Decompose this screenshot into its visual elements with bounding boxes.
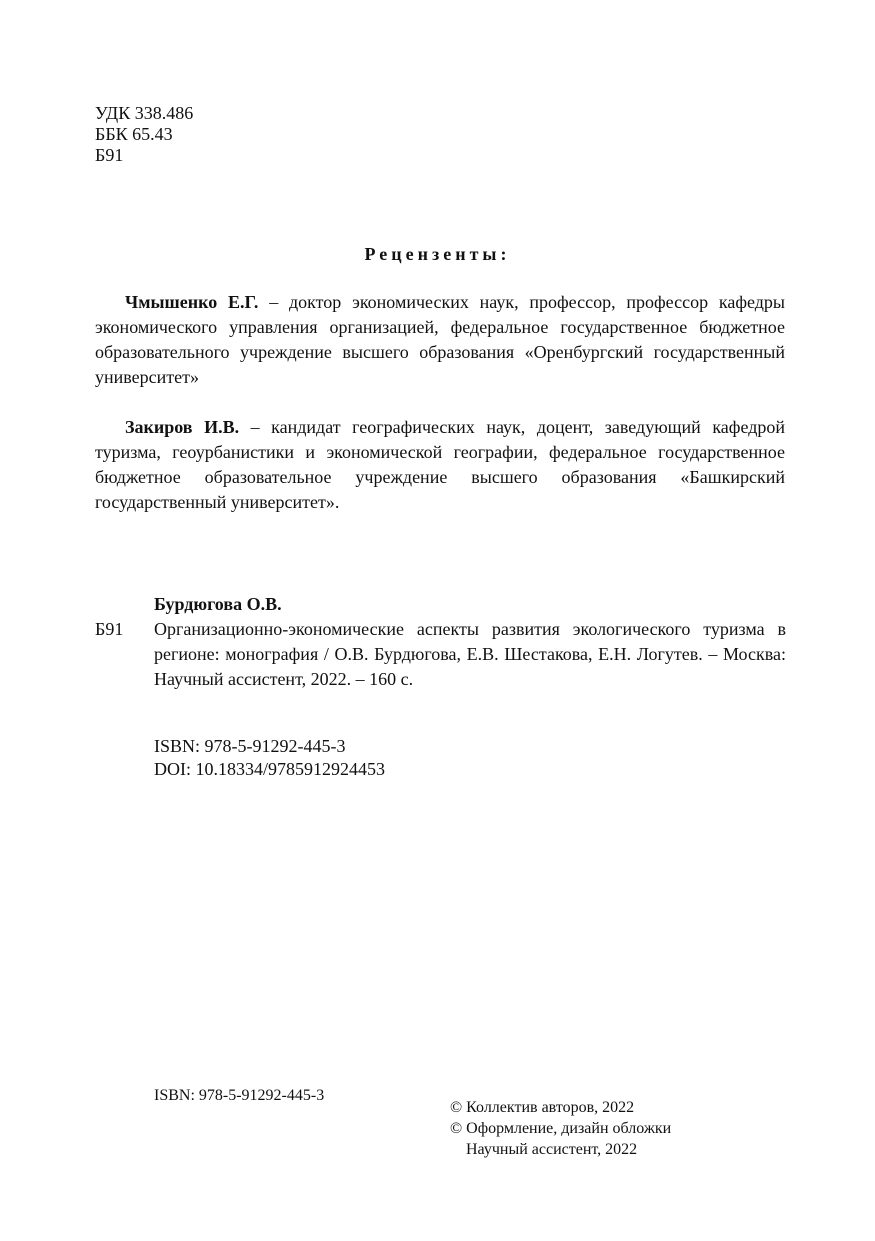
reviewer-paragraph [95,290,785,390]
bibliographic-description: Организационно-экономические аспекты развития экологического туризма в регионе: монография / О.В. Бурдюгова, Е.В. Шестакова, Е.Н. Логутев. – Москва: Научный ассистент, 2022. – 160 с. [154,619,786,689]
udk-code: УДК 338.486 [95,103,194,123]
bibliographic-code: Б91 [95,619,124,639]
isbn-number: ISBN: 978-5-91292-445-3 [154,736,346,756]
classification-block [95,103,193,166]
reviewer-description: – доктор экономических наук, профессор, профессор кафедры экономического управления организацией, федеральное государственное бюджетное образовательного учреждение высшего образования «Оренбургский государственный университет» [95,292,785,387]
reviewer-description: – кандидат географических наук, доцент, заведующий кафедрой туризма, геоурбанистики и экономической географии, федеральное государственное бюджетное образовательное учреждение высшего образования «Башкирский государственный университет». [95,417,785,512]
bibliographic-author: Бурдюгова О.В. [154,594,282,614]
reviewer-paragraph [95,415,785,515]
reviewers-heading: Рецензенты: [364,244,511,264]
identifiers-block [154,735,385,781]
copyright-line: © Коллектив авторов, 2022 [450,1099,635,1116]
reviewer-name: Чмышенко Е.Г. [125,292,259,312]
copyright-line: Научный ассистент, 2022 [466,1141,638,1158]
copyright-block [450,1097,671,1160]
author-sign: Б91 [95,145,124,165]
reviewer-name: Закиров И.В. [125,417,240,437]
footer-isbn: ISBN: 978-5-91292-445-3 [154,1087,325,1104]
copyright-line: © Оформление, дизайн обложки [450,1120,672,1137]
doi-number: DOI: 10.18334/9785912924453 [154,759,385,779]
bbk-code: ББК 65.43 [95,124,173,144]
